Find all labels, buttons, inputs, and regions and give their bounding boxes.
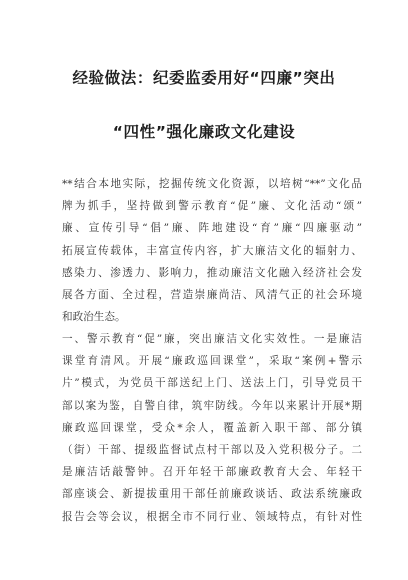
text-line: 报告会等会议，根据全市不同行业、领域特点，有针对性 xyxy=(62,510,362,523)
text-line: 一、警示教育“促”廉，突出廉洁文化实效性。一是廉洁 xyxy=(62,333,362,345)
text-line: （街）干部、提级监督试点村干部以及入党积极分子。二 xyxy=(62,443,362,456)
text-line: 和政治生态。 xyxy=(62,311,126,324)
text-line: 片”模式，为党员干部送纪上门、送法上门，引导党员干 xyxy=(62,377,362,390)
intro-paragraph xyxy=(62,173,362,328)
text-line: 廉、宣传引导“倡”廉、阵地建设“育”廉“四廉驱动” xyxy=(62,222,362,235)
text-line: 课堂育清风。开展“廉政巡回课堂”，采取“案例+警示 xyxy=(62,355,362,368)
text-line: 展各方面、全过程，营造崇廉尚洁、风清气正的社会环境 xyxy=(62,288,362,301)
text-line: 部以案为鉴，自警自律，筑牢防线。今年以来累计开展*期 xyxy=(62,399,362,412)
text-line: 部座谈会、新提拔重用干部任前廉政谈话、政法系统廉政 xyxy=(62,488,362,501)
text-line: 感染力、渗透力、影响力，推动廉洁文化融入经济社会发 xyxy=(62,266,362,279)
section-one-paragraph xyxy=(62,328,362,528)
text-line: 廉政巡回课堂，受众*余人，覆盖新入职干部、部分镇 xyxy=(62,421,362,434)
document-title-line-2: “四性”强化廉政文化建设 xyxy=(112,123,296,141)
text-line: 是廉洁话敲警钟。召开年轻干部廉政教育大会、年轻干 xyxy=(62,466,362,479)
document-title-line-1: 经验做法：纪委监委用好“四廉”突出 xyxy=(72,69,336,87)
text-line: 拓展宣传载体，丰富宣传内容，扩大廉洁文化的辐射力、 xyxy=(62,244,362,257)
text-line: **结合本地实际，挖掘传统文化资源，以培树“**”文化品 xyxy=(62,178,362,190)
text-line: 牌为抓手，坚持做到警示教育“促”廉、文化活动“颂” xyxy=(62,200,362,213)
